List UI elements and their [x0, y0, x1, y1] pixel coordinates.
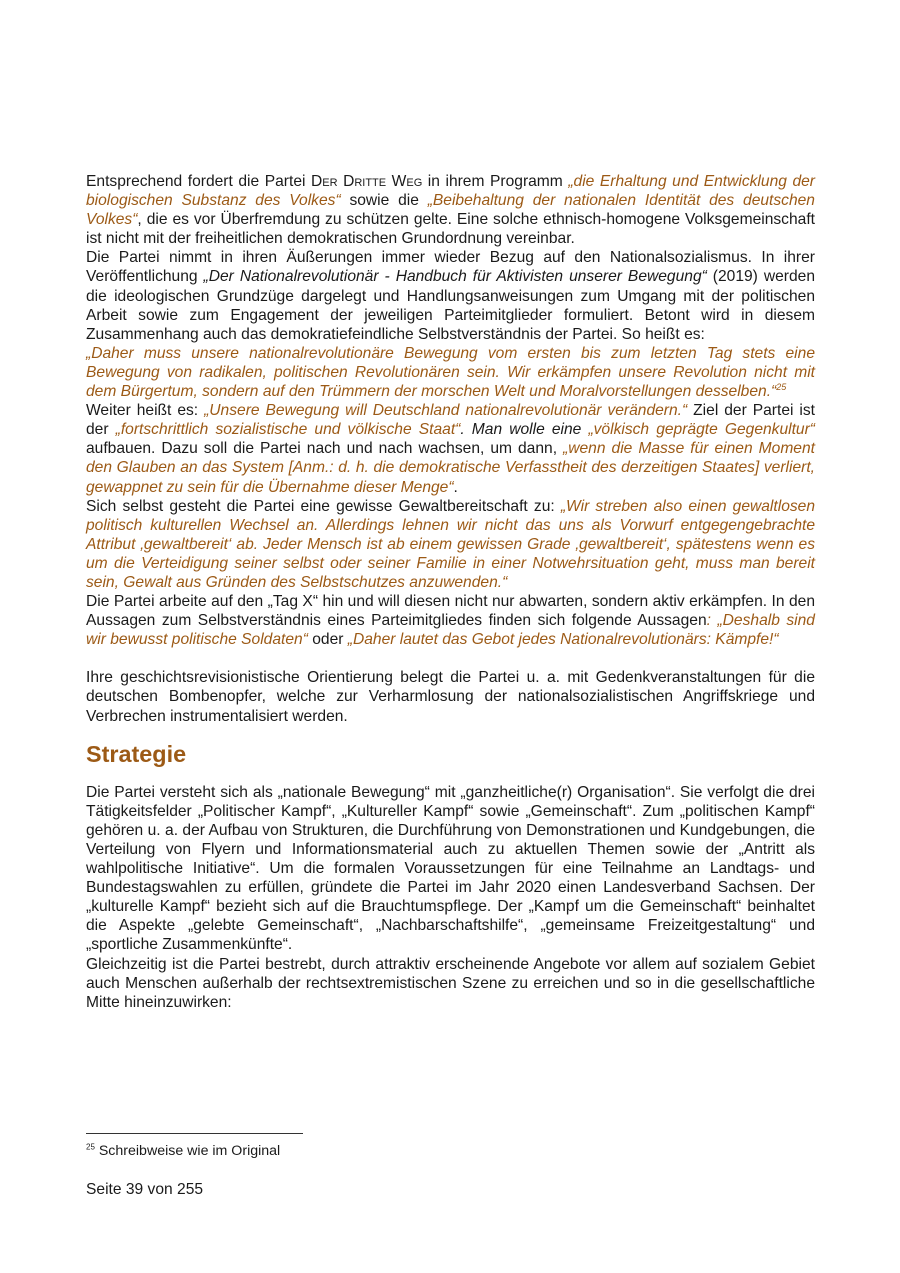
party-name: Der Dritte Weg [311, 173, 423, 190]
paragraph-angebote: Gleichzeitig ist die Partei bestrebt, durch attraktiv erscheinende Angebote vor allem auf sozialem Gebiet auch Menschen außerhalb der rechtsextremistischen Szene zu erreichen und so in die gesellschaftliche Mitte hineinzuwirken: [86, 955, 815, 1011]
paragraph-tag-x: Die Partei arbeite auf den „Tag X“ hin und will diesen nicht nur abwarten, sondern aktiv erkämpfen. In den Aussagen zum Selbstverständnis eines Parteimitgliedes finden sich folgende Aussagen: „Deshalb sind wir bewusst politische Soldaten“ oder „Daher lautet das Gebot jedes Nationalrevolutionärs: Kämpfe!“ [86, 593, 815, 649]
quote: „Daher muss unsere nationalrevolutionäre Bewegung vom ersten bis zum letzten Tag stets eine Bewegung von radikalen, politischen Revolutionären sein. Wir erkämpfen unsere Revolution nicht mit dem Bürgertum, sondern auf den Trümmern der morschen Welt und Moralvorstellungen desselben.“ [86, 344, 815, 401]
quote: „fortschrittlich sozialistische und völkische Staat“ [115, 421, 461, 439]
quote: „Beibehaltung der nationalen Identität des deutschen Volkes“ [86, 192, 815, 229]
paragraph-quote-revolution [86, 344, 815, 401]
page-number: Seite 39 von 255 [86, 1181, 204, 1198]
page-body [86, 172, 815, 1012]
paragraph-ziel: Weiter heißt es: „Unsere Bewegung will Deutschland nationalrevolutionär verändern.“ Ziel der Partei ist der „fortschrittlich sozialistische und völkische Staat“. Man wolle eine „völkisch geprägte Gegenkultur“ aufbauen. Dazu soll die Partei nach und nach wachsen, um dann, „wenn die Masse für einen Moment den Glauben an das System [Anm.: d. h. die demokratische Verfasstheit des derzeitigen Staates] verliert, gewappnet zu sein für die Übernahme dieser Menge“. [86, 402, 815, 496]
section-heading-strategie: Strategie [86, 740, 187, 767]
footnote-reference: 25 [776, 381, 787, 392]
footnote [86, 1142, 280, 1160]
quote: „Unsere Bewegung will Deutschland nationalrevolutionär verändern.“ [204, 402, 688, 420]
quote: „die Erhaltung und Entwicklung der biologischen Substanz des Volkes“ [86, 173, 815, 210]
quote: „Daher lautet das Gebot jedes Nationalrevolutionärs: Kämpfe!“ [347, 631, 779, 649]
quote: „wenn die Masse für einen Moment den Glauben an das System [Anm.: d. h. die demokratische Verfasstheit des derzeitigen Staates] verliert, gewappnet zu sein für die Übernahme dieser Menge“ [86, 440, 815, 496]
footnote-number: 25 [86, 1142, 95, 1152]
quote: „Wir streben also einen gewaltlosen politisch kulturellen Wechsel an. Allerdings lehnen wir nicht das uns als Vorwurf entgegengebrachte Attribut ‚gewaltbereit‘ ab. Jeder Mensch ist ab einem gewissen Grade ‚gewaltbereit‘, spätestens wenn es um die Verteidigung seiner selbst oder seiner Familie in einer Notwehrsituation geht, muss man bereit sein, Gewalt aus Gründen des Selbstschutzes anzuwenden.“ [86, 497, 816, 591]
footnote-separator [86, 1133, 303, 1134]
paragraph-geschichtsrevisionismus: Ihre geschichtsrevisionistische Orientierung belegt die Partei u. a. mit Gedenkveranstaltungen für die deutschen Bombenopfer, welche zur Verharmlosung der nationalsozialistischen Angriffskriege und Verbrechen instrumentalisiert werden. [86, 669, 815, 725]
paragraph-nationalsozialismus: Die Partei nimmt in ihren Äußerungen immer wieder Bezug auf den Nationalsozialismus. In ihrer Veröffentlichung „Der Nationalrevolutionär - Handbuch für Aktivisten unserer Bewegung“ (2019) werden die ideologischen Grundzüge dargelegt und Handlungsanweisungen zum Umgang mit der politischen Arbeit sowie zum Engagement der jeweiligen Parteimitglieder formuliert. Betont wird in diesem Zusammenhang auch das demokratiefeindliche Selbstverständnis der Partei. So heißt es: [86, 249, 815, 343]
quote: „völkisch geprägte Gegenkultur“ [588, 421, 815, 439]
paragraph-strategie: Die Partei versteht sich als „nationale Bewegung“ mit „ganzheitliche(r) Organisation“. Sie verfolgt die drei Tätigkeitsfelder „Politischer Kampf“, „Kultureller Kampf“ sowie „Gemeinschaft“. Zum „politischen Kampf“ gehören u. a. der Aufbau von Strukturen, die Durchführung von Demonstrationen und Kundgebungen, die Verteilung von Flyern und Informationsmaterial auch zu aktuellen Themen sowie der „Antritt als wahlpolitische Initiative“. Um die formalen Voraussetzungen für eine Teilnahme an Landtags- und Bundestagswahlen zu erfüllen, gründete die Partei im Jahr 2020 einen Landesverband Sachsen. Der „kulturelle Kampf“ bezieht sich auf die Brauchtumspflege. Der „Kampf um die Gemeinschaft“ beinhaltet die Aspekte „gelebte Gemeinschaft“, „Nachbarschaftshilfe“, „gemeinsame Freizeitgestaltung“ und „sportliche Zusammenkünfte“. [86, 783, 815, 954]
quote: „Deshalb sind wir bewusst politische Soldaten“ [86, 612, 815, 649]
footnote-text: Schreibweise wie im Original [94, 1143, 281, 1159]
publication-title: „Der Nationalrevolutionär - Handbuch für Aktivisten unserer Bewegung“ [203, 268, 707, 286]
paragraph-program: Entsprechend fordert die Partei Der Dritte Weg in ihrem Programm „die Erhaltung und Entwicklung der biologischen Substanz des Volkes“ sowie die „Beibehaltung der nationalen Identität des deutschen Volkes“, die es vor Überfremdung zu schützen gelte. Eine solche ethnisch-homogene Volksgemeinschaft ist nicht mit der freiheitlichen demokratischen Grundordnung vereinbar. [86, 173, 815, 248]
paragraph-gewalt: Sich selbst gesteht die Partei eine gewisse Gewaltbereitschaft zu: „Wir streben also einen gewaltlosen politisch kulturellen Wechsel an. Allerdings lehnen wir nicht das uns als Vorwurf entgegengebrachte Attribut ‚gewaltbereit‘ ab. Jeder Mensch ist ab einem gewissen Grade ‚gewaltbereit‘, spätestens wenn es um die Verteidigung seiner selbst oder seiner Familie in einer Notwehrsituation geht, muss man bereit sein, Gewalt aus Gründen des Selbstschutzes anzuwenden.“ [86, 497, 816, 591]
